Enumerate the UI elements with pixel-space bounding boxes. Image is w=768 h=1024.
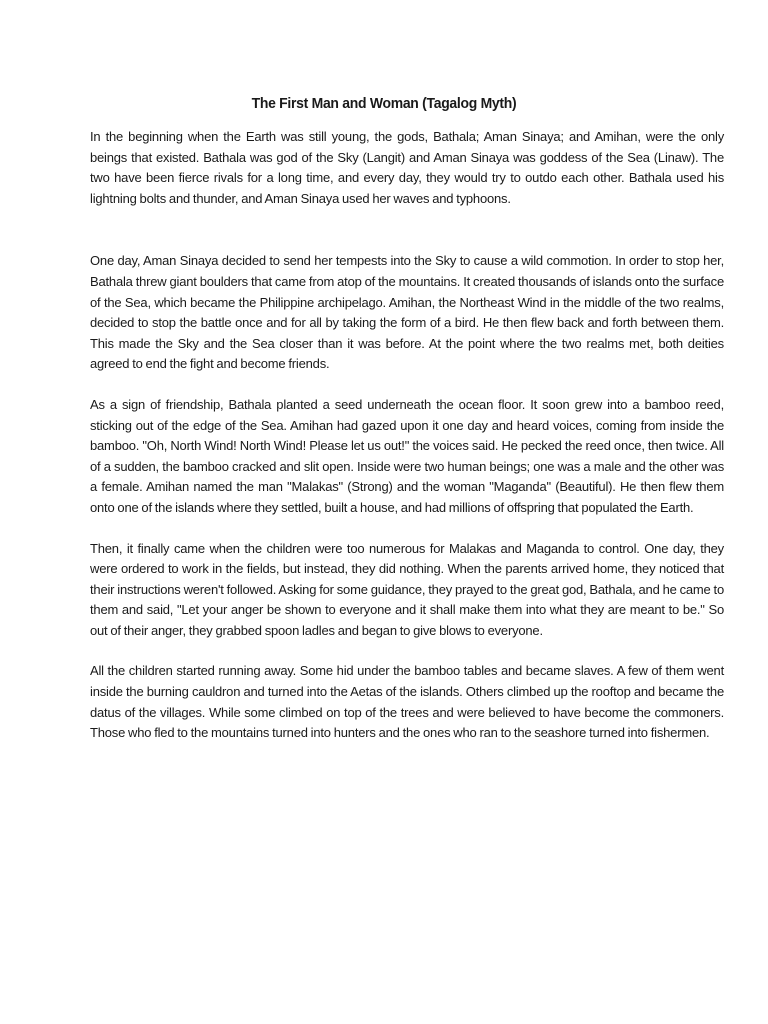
paragraph: As a sign of friendship, Bathala planted a seed underneath the ocean floor. It soon grew into a bamboo reed, sticking out of the edge of the Sea. Amihan had gazed upon it one day and heard voices, coming from inside the bamboo. "Oh, North Wind! North Wind! Please let us out!" the voices said. He pecked the reed once, then twice. All of a sudden, the bamboo cracked and slit open. Inside were two human beings; one was a male and the other was a female. Amihan named the man "Malakas" (Strong) and the woman "Maganda" (Beautiful). He then flew them onto one of the islands where they settled, built a house, and had millions of offspring that populated the Earth. (90, 396, 724, 515)
paragraph: Then, it finally came when the children were too numerous for Malakas and Maganda to control. One day, they were ordered to work in the fields, but instead, they did nothing. When the parents arrived home, they noticed that their instructions weren't followed. Asking for some guidance, they prayed to the great god, Bathala, and he came to them and said, "Let your anger be shown to everyone and it shall make them into what they are meant to be." So out of their anger, they grabbed spoon ladles and began to give blows to everyone. (90, 540, 724, 638)
paragraph: All the children started running away. Some hid under the bamboo tables and became slaves. A few of them went inside the burning cauldron and turned into the Aetas of the islands. Others climbed up the rooftop and became the datus of the villages. While some climbed on top of the trees and were believed to have become the commoners. Those who fled to the mountains turned into hunters and the ones who ran to the seashore turned into fishermen. (90, 663, 724, 741)
paragraph: One day, Aman Sinaya decided to send her tempests into the Sky to cause a wild commotion. In order to stop her, Bathala threw giant boulders that came from atop of the mountains. It created thousands of islands onto the surface of the Sea, which became the Philippine archipelago. Amihan, the Northeast Wind in the middle of the two realms, decided to stop the battle once and for all by taking the form of a bird. He then flew back and forth between them. This made the Sky and the Sea closer than it was before. At the point where the two realms met, both deities agreed to end the fight and become friends. (90, 253, 724, 372)
document-body (90, 127, 724, 764)
paragraph: In the beginning when the Earth was still young, the gods, Bathala; Aman Sinaya; and Amihan, were the only beings that existed. Bathala was god of the Sky (Langit) and Aman Sinaya was goddess of the Sea (Linaw). The two have been fierce rivals for a long time, and every day, they would try to outdo each other. Bathala used his lightning bolts and thunder, and Aman Sinaya used her waves and typhoons. (90, 129, 724, 206)
document-title: The First Man and Woman (Tagalog Myth) (251, 95, 517, 112)
